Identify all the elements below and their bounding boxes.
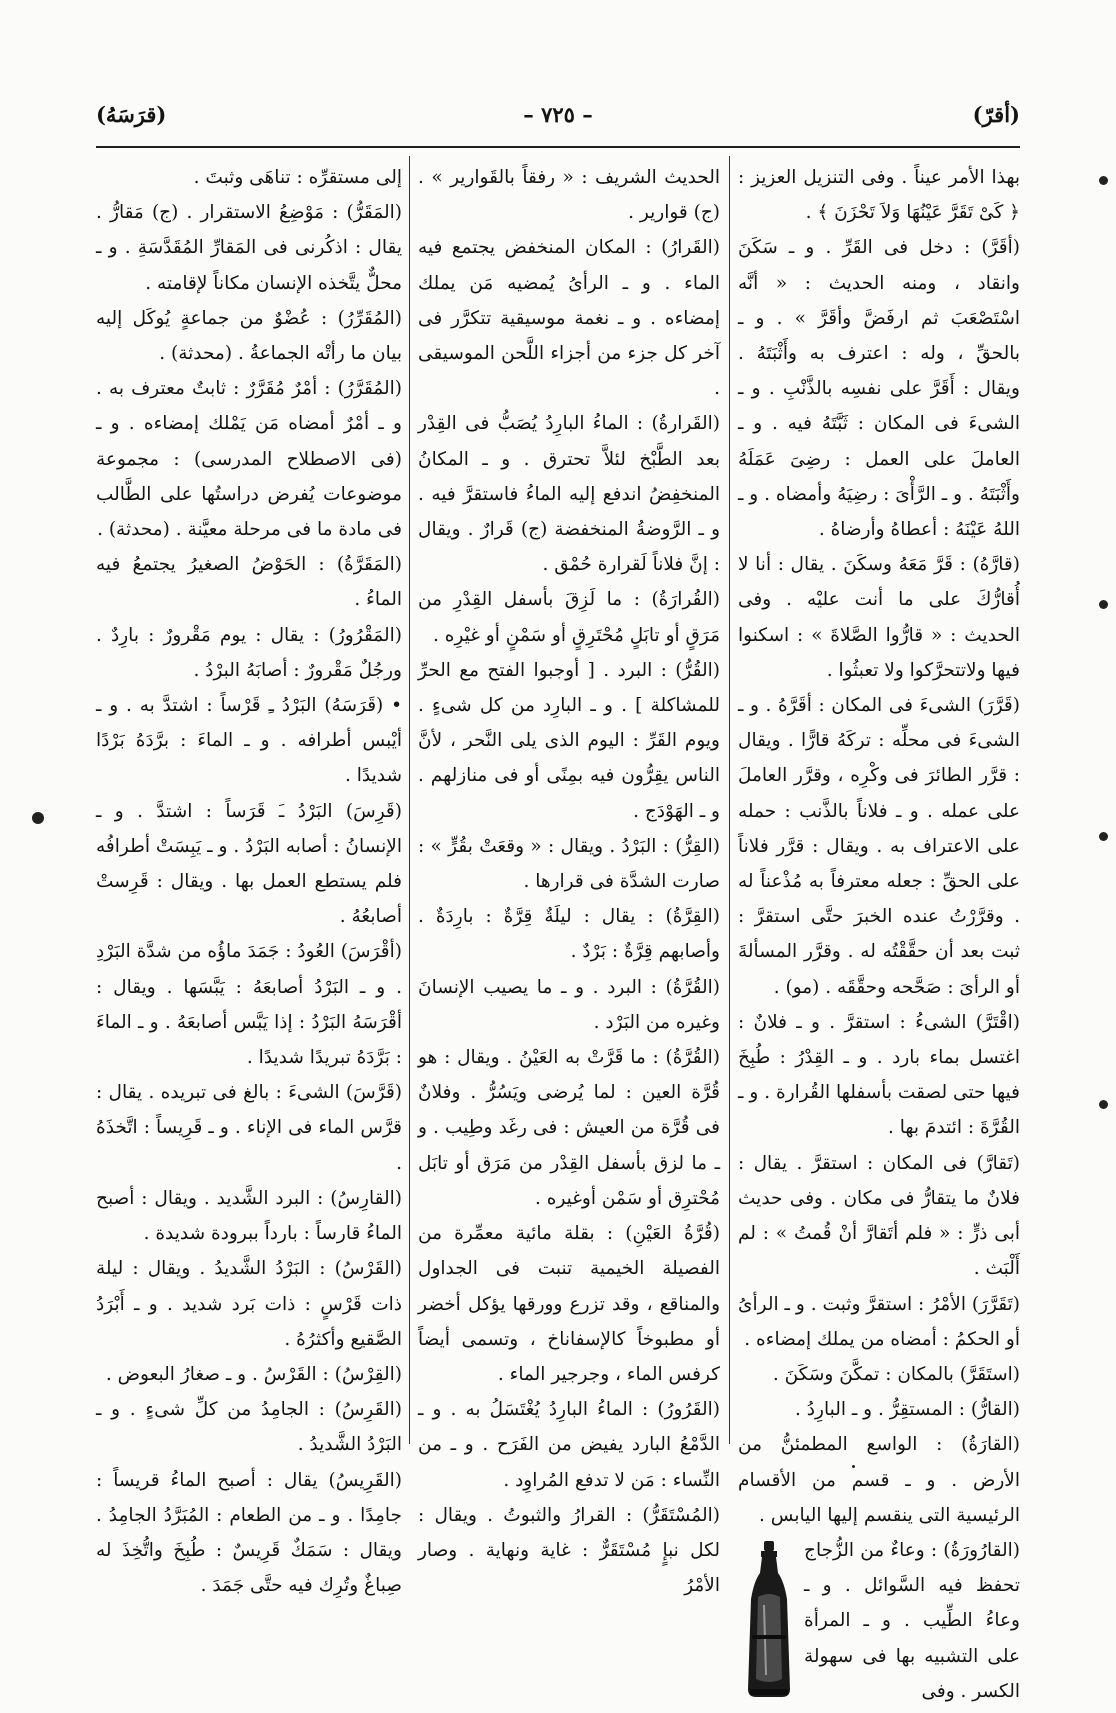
dictionary-entry: (المَقَرُّ) : مَوْضِعُ الاستقرار . (ج) مَقارُّ . يقال : اذكُرنى فى المَقارِّ المُقَدَّسَةِ . و ـ محلٌّ يتَّخذه الإنسان مكاناً لإقامته . bbox=[96, 202, 402, 294]
scan-mark-dot bbox=[1099, 832, 1108, 841]
dictionary-entry: (القارُّ) : المستقِرُّ . و ـ البارِدُ . bbox=[795, 1399, 1020, 1421]
dictionary-entry: (القُرَّةُ) : البرد . و ـ ما يصيب الإنسانَ وغيره من البَرْد . bbox=[418, 976, 720, 1033]
page-header bbox=[96, 98, 1020, 138]
column-middle bbox=[418, 160, 720, 1597]
dictionary-entry: (تَقَرَّرَ) الأمْرُ : استقرَّ وثبت . و ـ الرأىُ أو الحكمُ : أمضاه من يملك إمضاءه . bbox=[738, 1293, 1020, 1350]
header-right-keyword: (أقرّ) bbox=[972, 102, 1020, 127]
dictionary-entry: (اقْتَرَّ) الشىءُ : استقرَّ . و ـ فلانٌ : اغتسل بماء بارد . و ـ القِدْرُ : طُبِخَ فيها حتى لصقت بأسفلها القُرارة . و ـ القُرَّةَ : ائتدمَ بها . bbox=[738, 1011, 1020, 1139]
dictionary-entry: (المُسْتَقَرُّ) : القرارُ والثبوتُ . ويقال : لكل نبإٍ مُسْتَقَرٌّ : غاية ونهاية . وصار الأمْرُ bbox=[418, 1504, 720, 1597]
dictionary-entry: (القَرارةُ) : الماءُ البارِدُ يُصَبُّ فى القِدْر بعد الطَّبْخ لئلاَّ تحترق . و ـ المكانُ المنخفِضُ اندفع إليه الماءُ فاستقرَّ فيه . و ـ الرَّوضةُ المنخفضة (ج) قَرارٌ . ويقال : إنَّ فلاناً لَقرارة حُمْق . bbox=[418, 413, 720, 576]
binding-hole-dot bbox=[32, 812, 44, 824]
dictionary-entry: (القَرِيسُ) يقال : أصبح الماءُ قريساً : جامِدًا . و ـ من الطعام : المُبَرَّدُ الجامِدُ . ويقال : سَمَكٌ قَرِيسٌ : طُبِخَ واتُّخِذَ له صِباغٌ وتُرِك فيه حتَّى جَمَدَ . bbox=[96, 1469, 402, 1597]
dictionary-entry: (قُرَّةُ العَيْنِ) : بقلة مائية معمِّرة من الفصيلة الخيمية تنبت فى الجداول والمناقع ، وقد تزرع وورقها يؤكل أخضر أو مطبوخاً كالإسفاناخ ، وتسمى أيضاً كرفس الماء ، وجرجير الماء . bbox=[418, 1223, 720, 1385]
dictionary-entry: (القَرُورُ) : الماءُ البارِدُ يُغْتَسَلُ به . و ـ الدَّمْعُ البارد يفيض من الفَرَح . و ـ من النِّساء : مَن لا تدفع المُراوِد . bbox=[418, 1399, 720, 1491]
dictionary-entry: (أقْرَسَ) العُودُ : جَمَدَ ماؤُه من شدَّة البَرْدِ . و ـ البَرْدُ أصابعَهُ : يَبَّسَها . ويقال : أقْرَسَهُ البَرْدُ : إذا يَبَّس أصابعَهُ . و ـ الماءَ : بَرَّدَهُ تبريدًا شديدًا . bbox=[96, 941, 402, 1069]
column-divider bbox=[729, 156, 730, 1444]
dictionary-entry: • (قَرَسَهُ) البَرْدُ ـِ قَرْساً : اشتدَّ به . و ـ أيْبس أطرافه . و ـ الماءَ : برَّدَهُ بَرْدًا شديدًا . bbox=[96, 695, 402, 787]
dictionary-entry: (القَرارُ) : المكان المنخفض يجتمع فيه الماء . و ـ الرأىُ يُمضيه مَن يملك إمضاءه . و ـ نغمة موسيقية تتكرَّر فى آخر كل جزء من أجزاء اللَّحن الموسيقى . bbox=[418, 237, 720, 400]
scan-mark-dot bbox=[1099, 600, 1108, 609]
dictionary-entry: إلى مستقرِّه : تناهَى وثبتَ . bbox=[193, 167, 402, 188]
dictionary-entry: (القُرَّةُ) : ما قَرَّتْ به العَيْنُ . ويقال : هو قُرَّة العين : لما يُرضى ويَسُرُّ . وفلانٌ فى قُرَّة من العيش : فى رغَد وطِيب . و ـ ما لزق بأسفل القِدْر من مَرَق أو تابَل مُحْترِق أو سَمْن أوغيره . bbox=[418, 1047, 720, 1209]
header-left-keyword: (قرَسَهُ) bbox=[96, 102, 167, 127]
dictionary-entry: (القارِسُ) : البرد الشَّديد . ويقال : أصبح الماءُ قارساً : بارداً ببرودة شديدة . bbox=[96, 1187, 402, 1245]
dictionary-entry: (القِرُّ) : البَرْدُ . ويقال : « وقعَتْ بقُرٍّ » : صارت الشدَّة فى قرارها . bbox=[418, 835, 720, 893]
dictionary-entry: (المَقَرَّةُ) : الحَوْضُ الصغيرُ يجتمعُ فيه الماءُ . bbox=[96, 554, 402, 611]
dictionary-entry: (أقَرَّ) : دخل فى القَرِّ . و ـ سَكَنَ وانقاد ، ومنه الحديث : « أنَّه اسْتَصْعَبَ ثم ارفَضَّ وأقَرَّ » . و ـ بالحقِّ ، وله : اعترف به وأَثْبَتَهُ . ويقال : أَقَرَّ على نفسِه بالذَّنْبِ . و ـ الشىءَ فى المكان : ثَبَّتَهُ فيه . و ـ العاملَ على العمل : رضِىَ عَمَلَهُ وأَثْبَتَهُ . و ـ الرَّأْىَ : رضِيَهُ وأمضاه . و ـ اللهُ عَيْنَهُ : أعطاهُ وأرضاهُ . bbox=[738, 237, 1020, 541]
scan-speck bbox=[852, 1465, 855, 1468]
dictionary-entry: (المُقَرَّرُ) : أمْرٌ مُقَرَّرٌ : ثابتٌ معترف به . و ـ أمْرٌ أمضاه مَن يَمْلك إمضاءه . و ـ (فى الاصطلاح المدرسى) : مجموعة موضوعات يُفرض دراستُها على الطَّالب فى مادة ما فى مرحلة معيَّنة . (محدثة) . bbox=[96, 378, 402, 541]
dictionary-entry: (المَقْرُورُ) : يقال : يوم مَقْرورٌ : بارِدٌ . ورجُلٌ مَقْرورٌ : أصابَهُ البرْدُ . bbox=[96, 624, 402, 681]
qarura-vessel-icon bbox=[740, 1539, 798, 1701]
dictionary-entry: (المُقَرِّرُ) : عُضْوٌ من جماعةٍ يُوكَل إليه بيان ما رأتْه الجماعةُ . (محدثة) . bbox=[96, 307, 402, 365]
dictionary-entry: (القُرارَةُ) : ما لَزِقَ بأسفل القِدْرِ من مَرَقٍ أو تابَلٍ مُحْتَرِقٍ أو سَمْنٍ أو غيْرِه . bbox=[418, 589, 720, 646]
dictionary-entry: (القِرْسُ) : القَرْسُ . و ـ صغارُ البعوض . bbox=[105, 1363, 402, 1385]
dictionary-entry: (القارُورَةُ) : وعاءٌ من الزُّجاج تحفظ فيه السَّوائل . و ـ وعاءُ الطِّيب . و ـ المرأة على التشبيه بها فى سهولة الكسر . وفى bbox=[804, 1539, 1020, 1702]
dictionary-entry: (قَرَّسَ) الشىءَ : بالغ فى تبريده . يقال : قرَّس الماء فى الإناء . و ـ قَرِيساً : اتَّخذَهُ . bbox=[96, 1082, 402, 1174]
column-left bbox=[96, 160, 402, 1597]
column-divider bbox=[409, 156, 410, 1444]
dictionary-entry: بهذا الأمر عيناً . وفى التنزيل العزيز : ﴿ كَىْ تَقَرَّ عَيْنُهَا وَلاَ تَحْزَنَ ﴾ . bbox=[738, 167, 1020, 224]
dictionary-entry: (القَرِسُ) : الجامِدُ من كلِّ شىءٍ . و ـ البَرْدُ الشَّديدُ . bbox=[96, 1399, 402, 1456]
dictionary-entry: (القَرْسُ) : البَرْدُ الشَّديدُ . ويقال : ليلة ذات قَرْسٍ : ذات بَرد شديد . و ـ أَبْرَدُ الصَّقيع وأكثرُهُ . bbox=[96, 1258, 402, 1350]
scan-mark-dot bbox=[1099, 176, 1108, 185]
dictionary-entry: (القارَةُ) : الواسع المطمئنُّ من الأرض . و ـ قسم من الأقسام الرئيسية التى ينقسم إليها اليابس . bbox=[738, 1434, 1020, 1526]
page-number: – ٧٢٥ – bbox=[523, 102, 593, 127]
header-rule bbox=[96, 146, 1020, 148]
dictionary-entry: (القُرُّ) : البرد . [ أوجبوا الفتح مع الحرِّ للمشاكلة ] . و ـ البارِد من كل شىءٍ . ويوم القَرِّ : اليوم الذى يلى النَّحر ، لأنَّ الناس يقِرُّون فيه بمِنًى أو فى منازلهم . و ـ الهَوْدَج . bbox=[418, 659, 720, 822]
dictionary-entry: (تَقارَّ) فى المكان : استقرَّ . يقال : فلانٌ ما يتقارُّ فى مكان . وفى حديث أبى ذرٍّ : « فلم أتَقارَّ أنْ قُمتُ » : لم أَلْبَث . bbox=[738, 1152, 1020, 1280]
dictionary-entry: (قَرِسَ) البَرْدُ ـَ قَرَساً : اشتدَّ . و ـ الإنسانُ : أصابه البَرْدُ . و ـ يَبِسَتْ أطرافُه فلم يستطع العمل بها . ويقال : قَرِستْ أصابعُهُ . bbox=[96, 800, 402, 928]
dictionary-entry: (قارَّهُ) : قَرَّ مَعَهُ وسكَنَ . يقال : أنا لا أُقارُّكَ على ما أنت عليْه . وفى الحديث : « قارُّوا الصَّلاةَ » : اسكنوا فيها ولاتتحرَّكوا ولا تعبثُوا . bbox=[738, 554, 1020, 681]
scan-mark-dot bbox=[1099, 1100, 1108, 1109]
dictionary-entry: (استَقَرَّ) بالمكان : تمكَّنَ وسَكَنَ . bbox=[772, 1363, 1020, 1385]
dictionary-entry: (قَرَّرَ) الشىءَ فى المكان : أقَرَّهُ . و ـ الشىءَ فى محلِّه : تركَهُ قارًّا . ويقال : قرَّر الطائرَ فى وكْرِه ، وقرَّر العاملَ على عمله . و ـ فلاناً بالذَّنب : حمله على الاعتراف به . ويقال : قرَّر فلاناً على الحقِّ : جعله معترفاً به مُذْعناً له . وقرَّرْتُ عنده الخبرَ حتَّى استقرَّ : ثبت بعد أن حقَّقْتُه له . وقرَّر المسألةَ أو الرأىَ : صَحَّحه وحقَّقَه . (مو) . bbox=[738, 695, 1020, 998]
column-right bbox=[738, 160, 1020, 1702]
dictionary-entry: (القِرَّةُ) : يقال : ليلَةٌ قِرَّةٌ : بارِدَةٌ . وأصابهم قِرَّةٌ : بَرْدٌ . bbox=[418, 906, 720, 963]
dictionary-entry: الحديث الشريف : « رفقاً بالقَوارير » . (ج) قوارير . bbox=[418, 167, 720, 224]
